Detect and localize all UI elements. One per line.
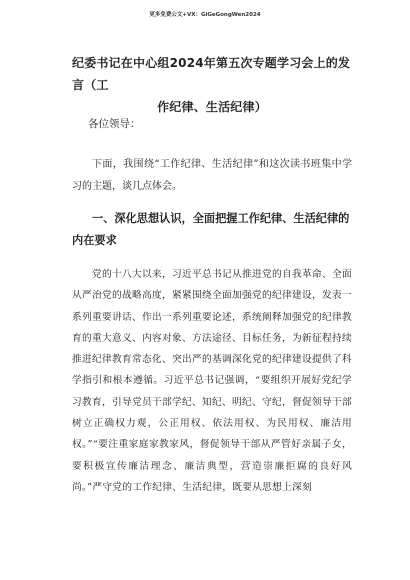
title-line-1: 纪委书记在中心组2024年第五次专题学习会上的发言（工	[72, 56, 351, 92]
intro-paragraph: 下面，我围绕“工作纪律、生活纪律”和这次读书班集中学习的主题，谈几点体会。	[72, 159, 352, 192]
salutation: 各位领导：	[88, 118, 141, 130]
title-line-2: 作纪律、生活纪律）	[157, 100, 267, 114]
section-heading-1: 一、深化思想认识，全面把握工作纪律、生活纪律的内在要求	[72, 212, 350, 247]
header-note: 更多免费公文+VX：GiGeGongWen2024	[149, 12, 261, 18]
section-body-1: 党的十八大以来，习近平总书记从推进党的自我革命、全面从严治党的战略高度，紧紧围绕全面加强党的纪律建设，发表一系列重要讲话、作出一系列重要论述，系统阐释加强党的纪律教育的重大意义、内容对象、方法途径、目标任务，为新征程持续推进纪律教育常态化、突出严的基调深化党的纪律建设提供了科学指引和根本遵循。习近平总书记强调，“要组织开展好党纪学习教育，引导党员干部学纪、知纪、明纪、守纪，督促领导干部树立正确权力观，公正用权、依法用权、为民用权、廉洁用权。”“要注重家庭家教家风，督促领导干部从严管好亲属子女，要积极宣传廉洁理念、廉洁典型，营造崇廉拒腐的良好风尚。”严守党的工作纪律、生活纪律，既要从思想上深刻	[72, 269, 352, 493]
document-title	[72, 52, 352, 118]
